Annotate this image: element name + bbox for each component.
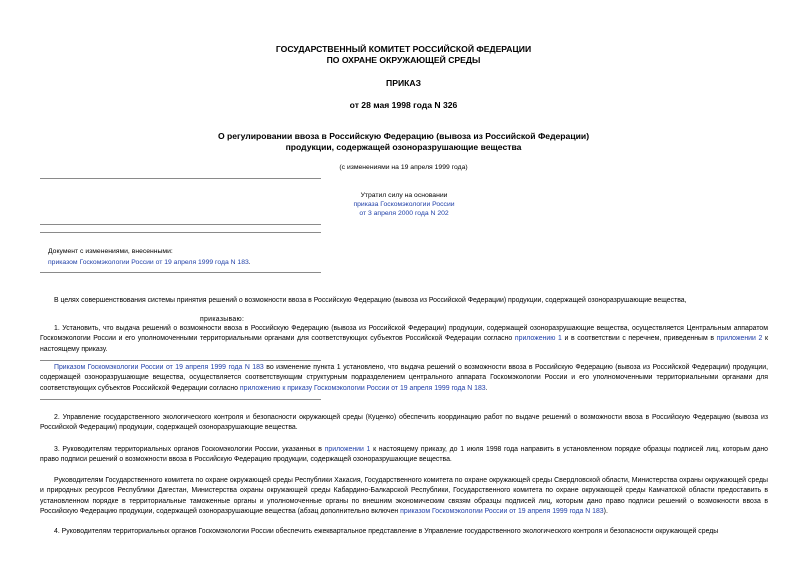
amendment-note: (с изменениями на 19 апреля 1999 года) xyxy=(339,164,468,171)
paragraph-3: 3. Руководителям территориальных органов Госкомэкологии России, указанных в приложении 1 к настоящему приказу, до 1 июля 1998 года направить в установленном порядке образцы подписей лиц, которым дано право подписи решений о возможности ввоза в Российскую Федерацию продукции, содержащей озоноразрушающие вещества. xyxy=(40,446,768,464)
document-date: от 28 мая 1998 года N 326 xyxy=(349,100,458,110)
validity-link-line2[interactable]: от 3 апреля 2000 года N 202 xyxy=(359,210,449,217)
document-title-line1: О регулировании ввоза в Российскую Федерацию (вывоза из Российской Федерации) xyxy=(217,131,590,141)
annex-1-link[interactable]: приложении 1 xyxy=(324,446,371,453)
paragraph-2: 2. Управление государственного экологического контроля и безопасности окружающей среды (Куценко) обеспечить координацию работ по выдаче решений о возможности ввоза в Российскую Федерацию (вывоза из Российской Федерации) продукции, содержащей озоноразрушающие вещества. xyxy=(40,414,768,432)
amendments-line: приказом Госкомэкологии России от 19 апреля 1999 года N 183. xyxy=(48,259,251,266)
order-183-annex-link[interactable]: приложению к приказу Госкомэкологии России от 19 апреля 1999 года N 183 xyxy=(239,384,486,392)
paragraph-4: 4. Руководителям территориальных органов Госкомэкологии России обеспечить ежеквартальное представление в Управление государственного экологического контроля и безопасности окружающей среды xyxy=(54,528,719,535)
document-type: ПРИКАЗ xyxy=(386,78,421,88)
order-183-link[interactable]: приказом Госкомэкологии России от 19 апреля 1999 года N 183 xyxy=(400,507,604,515)
divider xyxy=(40,224,321,225)
paragraph-1: 1. Установить, что выдача решений о возможности ввоза в Российскую Федерацию (вывоза из Российской Федерации) продукции, содержащей озоноразрушающие вещества, осуществляется Центральным аппаратом Госкомэкологии России и его уполномоченными территориальными органами для соответствующих субъектов Российской Федерации согласно приложению 1 и в соответствии с перечнем, приведенным в приложении 2 к настоящему приказу. xyxy=(40,325,768,353)
order-183-link[interactable]: Приказом Госкомэкологии России от 19 апреля 1999 года N 183 xyxy=(54,364,264,371)
preamble-paragraph: В целях совершенствования системы принятия решений о возможности ввоза в Российскую Федерацию (вывоза из Российской Федерации) продукции, содержащей озоноразрушающие вещества, xyxy=(54,297,687,304)
validity-label: Утратил силу на основании xyxy=(360,192,448,199)
document-title-line2: продукции, содержащей озоноразрушающие вещества xyxy=(285,142,522,152)
amendment-paragraph-1: Приказом Госкомэкологии России от 19 апреля 1999 года N 183 во изменение пункта 1 установлено, что выдача решений о возможности ввоза в Российскую Федерацию (вывоза из Российской Федерации) продукции, содержащей озоноразрушающие вещества, осуществляется соответствующим структурным подразделением центрального аппарата Госкомэкологии России и его уполномоченными территориальными органами для соответствующих субъектов Российской Федерации согласно приложению к приказу Госкомэкологии России от 19 апреля 1999 года N 183. xyxy=(40,364,768,392)
committee-name-line1: ГОСУДАРСТВЕННЫЙ КОМИТЕТ РОССИЙСКОЙ ФЕДЕРАЦИИ xyxy=(275,44,532,54)
divider xyxy=(40,178,321,179)
divider xyxy=(40,399,321,400)
paragraph-3-addendum: Руководителям Государственного комитета по охране окружающей среды Республики Хакасия, Государственного комитета по охране окружающей среды Свердловской области, Министерства охраны окружающей среды и природных ресурсов Республики Дагестан, Министерства охраны окружающей среды Кабардино-Балкарской Республики, Государственного комитета по охране окружающей среды Камчатской области предоставить в установленном порядке в территориальные таможенные органы и уполномоченные органы по внешним экономическим связям образцы подписей лиц, которым дано право подписи решений о возможности ввоза в Российскую Федерацию продукции, содержащей озоноразрушающие вещества (абзац дополнительно включен приказом Госкомэкологии России от 19 апреля 1999 года N 183). xyxy=(40,477,768,515)
annex-2-link[interactable]: приложении 2 xyxy=(716,335,763,343)
committee-name-line2: ПО ОХРАНЕ ОКРУЖАЮЩЕЙ СРЕДЫ xyxy=(326,55,481,65)
validity-link-line1[interactable]: приказа Госкомэкологии России xyxy=(353,201,455,208)
divider xyxy=(40,272,321,273)
validity-note xyxy=(329,191,479,218)
divider xyxy=(40,232,321,233)
divider xyxy=(40,360,321,361)
annex-1-link[interactable]: приложению 1 xyxy=(514,335,562,343)
amendments-link[interactable]: приказом Госкомэкологии России от 19 апреля 1999 года N 183 xyxy=(48,259,249,266)
amendments-label: Документ с изменениями, внесенными: xyxy=(48,248,173,255)
order-word: приказываю: xyxy=(200,316,245,323)
